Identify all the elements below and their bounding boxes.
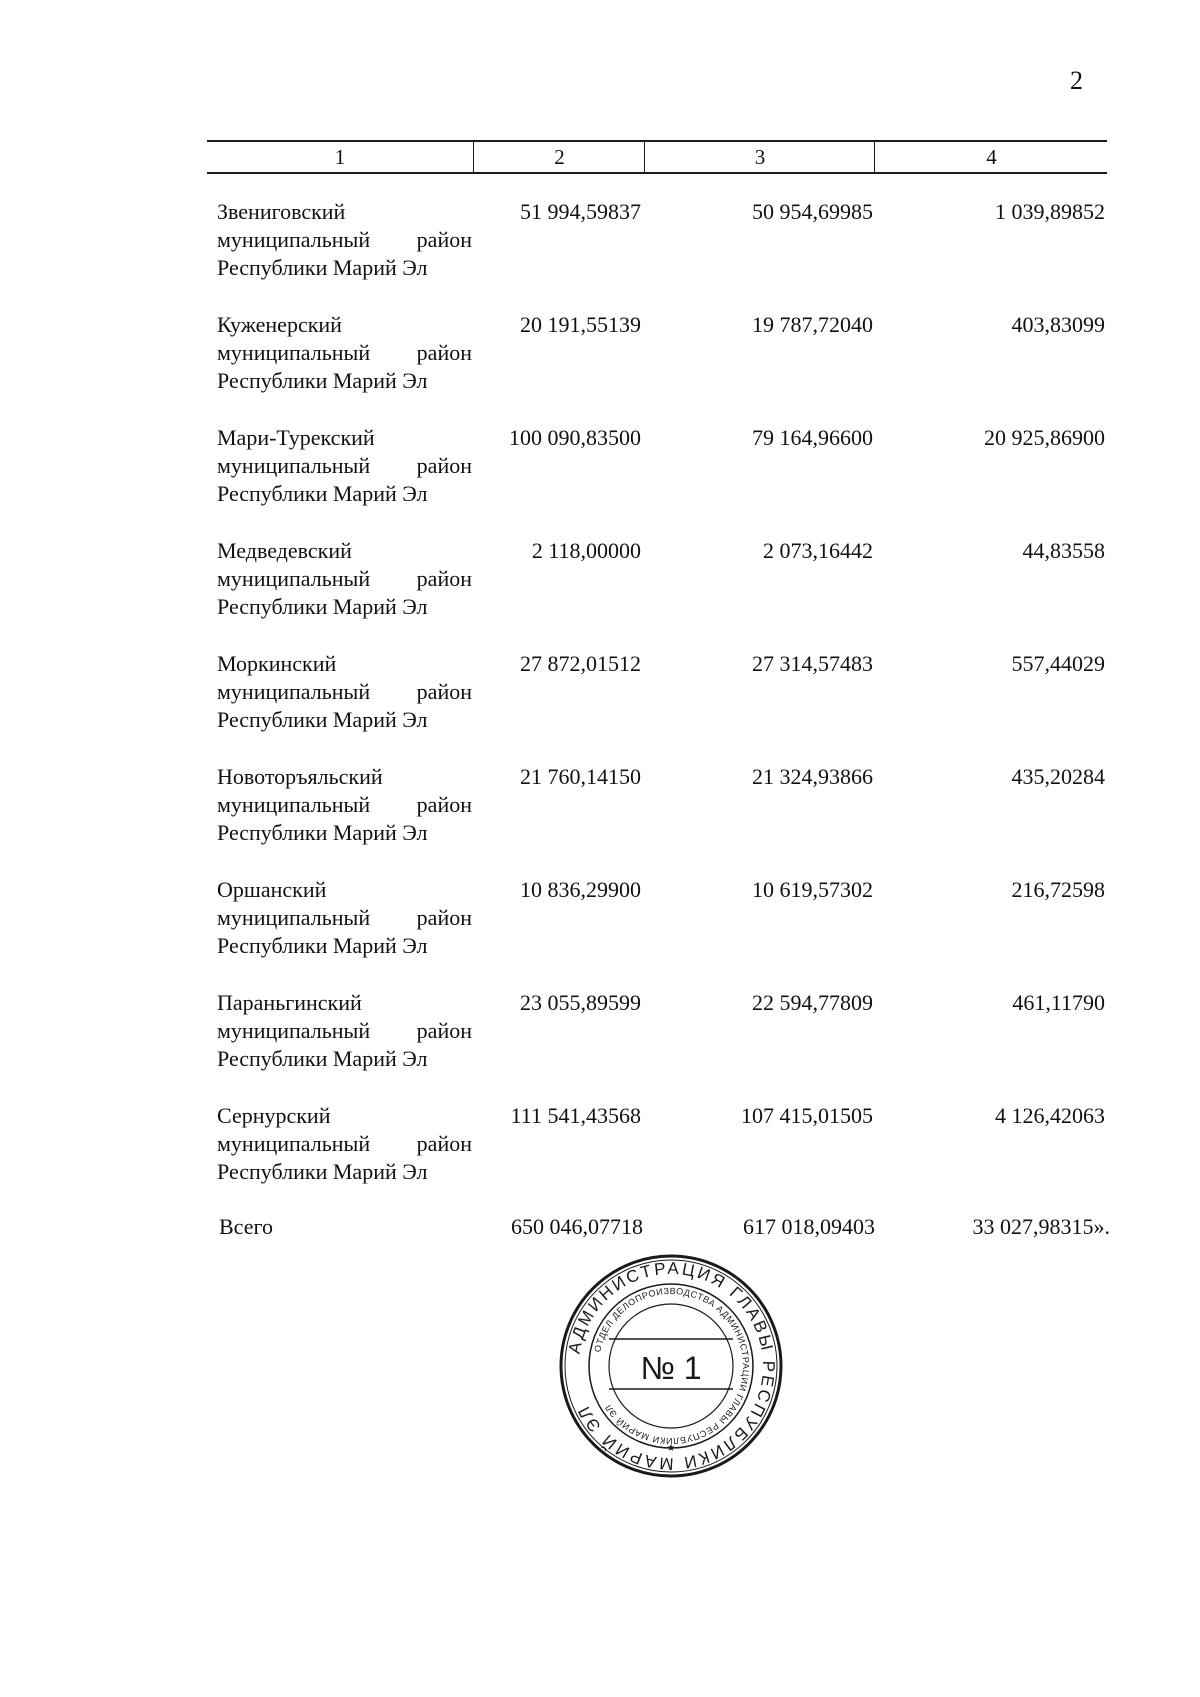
- district-name: [217, 989, 472, 1073]
- district-name: [217, 763, 472, 847]
- district-name-line: муниципальный район: [217, 679, 472, 704]
- value-col2: 21 760,14150: [520, 764, 641, 789]
- table-row: [207, 989, 1107, 1102]
- value-col2: 2 118,00000: [531, 538, 641, 563]
- district-name-line: Звениговский: [217, 199, 346, 224]
- total-row: [207, 1213, 1110, 1243]
- value-col3: 50 954,69985: [752, 199, 873, 224]
- value-col2: 23 055,89599: [520, 990, 641, 1015]
- value-col2: 100 090,83500: [509, 425, 641, 450]
- district-name-line: муниципальный район: [217, 905, 472, 930]
- column-header-1: 1: [334, 145, 346, 169]
- table-row: [207, 1102, 1107, 1215]
- district-name-line: Сернурский: [217, 1103, 331, 1128]
- seal-star-icon: ★: [666, 1443, 676, 1454]
- district-name: [217, 537, 472, 621]
- value-col3: 10 619,57302: [752, 877, 873, 902]
- column-header-3: 3: [644, 142, 875, 172]
- table-row: [207, 198, 1107, 311]
- value-col2: 111 541,43568: [510, 1103, 641, 1128]
- seal-outer-text: АДМИНИСТРАЦИЯ ГЛАВЫ РЕСПУБЛИКИ МАРИЙ ЭЛ: [564, 1258, 779, 1474]
- total-label: Всего: [219, 1214, 273, 1239]
- value-col2: 10 836,29900: [520, 877, 641, 902]
- value-col4: 403,83099: [1011, 312, 1105, 337]
- district-name-line: муниципальный район: [217, 1018, 472, 1043]
- district-name: [217, 424, 472, 508]
- total-col3: 617 018,09403: [743, 1214, 875, 1239]
- table-row: [207, 311, 1107, 424]
- district-name-line: Республики Марий Эл: [217, 820, 428, 845]
- district-name: [217, 1102, 472, 1186]
- district-name-line: Республики Марий Эл: [217, 1046, 428, 1071]
- district-name-line: Оршанский: [217, 877, 327, 902]
- column-header-4: 4: [874, 142, 1108, 172]
- total-col4: 33 027,98315».: [972, 1214, 1110, 1239]
- district-name-line: Новоторъяльский: [217, 764, 383, 789]
- value-col3: 107 415,01505: [741, 1103, 873, 1128]
- value-col4: 435,20284: [1011, 764, 1105, 789]
- value-col4: 4 126,42063: [995, 1103, 1105, 1128]
- district-name: [217, 650, 472, 734]
- district-name-line: муниципальный район: [217, 227, 472, 252]
- value-col4: 44,83558: [1022, 538, 1105, 563]
- district-name-line: Медведевский: [217, 538, 352, 563]
- value-col3: 2 073,16442: [763, 538, 873, 563]
- district-name-line: Республики Марий Эл: [217, 707, 428, 732]
- value-col3: 79 164,96600: [752, 425, 873, 450]
- value-col4: 20 925,86900: [984, 425, 1105, 450]
- district-name-line: Республики Марий Эл: [217, 368, 428, 393]
- district-name-line: муниципальный район: [217, 566, 472, 591]
- table-row: [207, 424, 1107, 537]
- district-name-line: Республики Марий Эл: [217, 255, 428, 280]
- district-name-line: Параньгинский: [217, 990, 362, 1015]
- district-name-line: муниципальный район: [217, 1131, 472, 1156]
- page-number: 2: [1070, 66, 1083, 95]
- district-name-line: Республики Марий Эл: [217, 481, 428, 506]
- value-col3: 19 787,72040: [752, 312, 873, 337]
- table-row: [207, 537, 1107, 650]
- table-header: [207, 140, 1107, 174]
- total-col2: 650 046,07718: [511, 1214, 643, 1239]
- district-name-line: Республики Марий Эл: [217, 1159, 428, 1184]
- seal-inner-text: ОТДЕЛ ДЕЛОПРОИЗВОДСТВА АДМИНИСТРАЦИИ ГЛАВЫ РЕСПУБЛИКИ МАРИЙ ЭЛ: [592, 1285, 752, 1447]
- value-col4: 557,44029: [1011, 651, 1105, 676]
- district-name-line: муниципальный район: [217, 453, 472, 478]
- value-col4: 1 039,89852: [995, 199, 1105, 224]
- district-name-line: муниципальный район: [217, 792, 472, 817]
- table-row: [207, 876, 1107, 989]
- header-row: [207, 140, 1107, 174]
- district-name-line: Моркинский: [217, 651, 337, 676]
- column-header-2: 2: [473, 142, 645, 172]
- table-row: [207, 650, 1107, 763]
- district-name-line: Мари-Турекский: [217, 425, 375, 450]
- value-col4: 461,11790: [1012, 990, 1105, 1015]
- value-col3: 22 594,77809: [752, 990, 873, 1015]
- seal-graphic: [556, 1251, 786, 1481]
- table-row: [207, 763, 1107, 876]
- district-name-line: Куженерский: [217, 312, 342, 337]
- seal-number: № 1: [640, 1350, 702, 1386]
- value-col2: 27 872,01512: [520, 651, 641, 676]
- value-col2: 51 994,59837: [520, 199, 641, 224]
- district-name-line: Республики Марий Эл: [217, 933, 428, 958]
- value-col2: 20 191,55139: [520, 312, 641, 337]
- district-name-line: Республики Марий Эл: [217, 594, 428, 619]
- official-seal-stamp: [556, 1251, 786, 1481]
- district-name-line: муниципальный район: [217, 340, 472, 365]
- value-col4: 216,72598: [1011, 877, 1105, 902]
- value-col3: 27 314,57483: [752, 651, 873, 676]
- value-col3: 21 324,93866: [752, 764, 873, 789]
- district-name: [217, 311, 472, 395]
- table-body: [207, 198, 1107, 1215]
- district-name: [217, 198, 472, 282]
- district-name: [217, 876, 472, 960]
